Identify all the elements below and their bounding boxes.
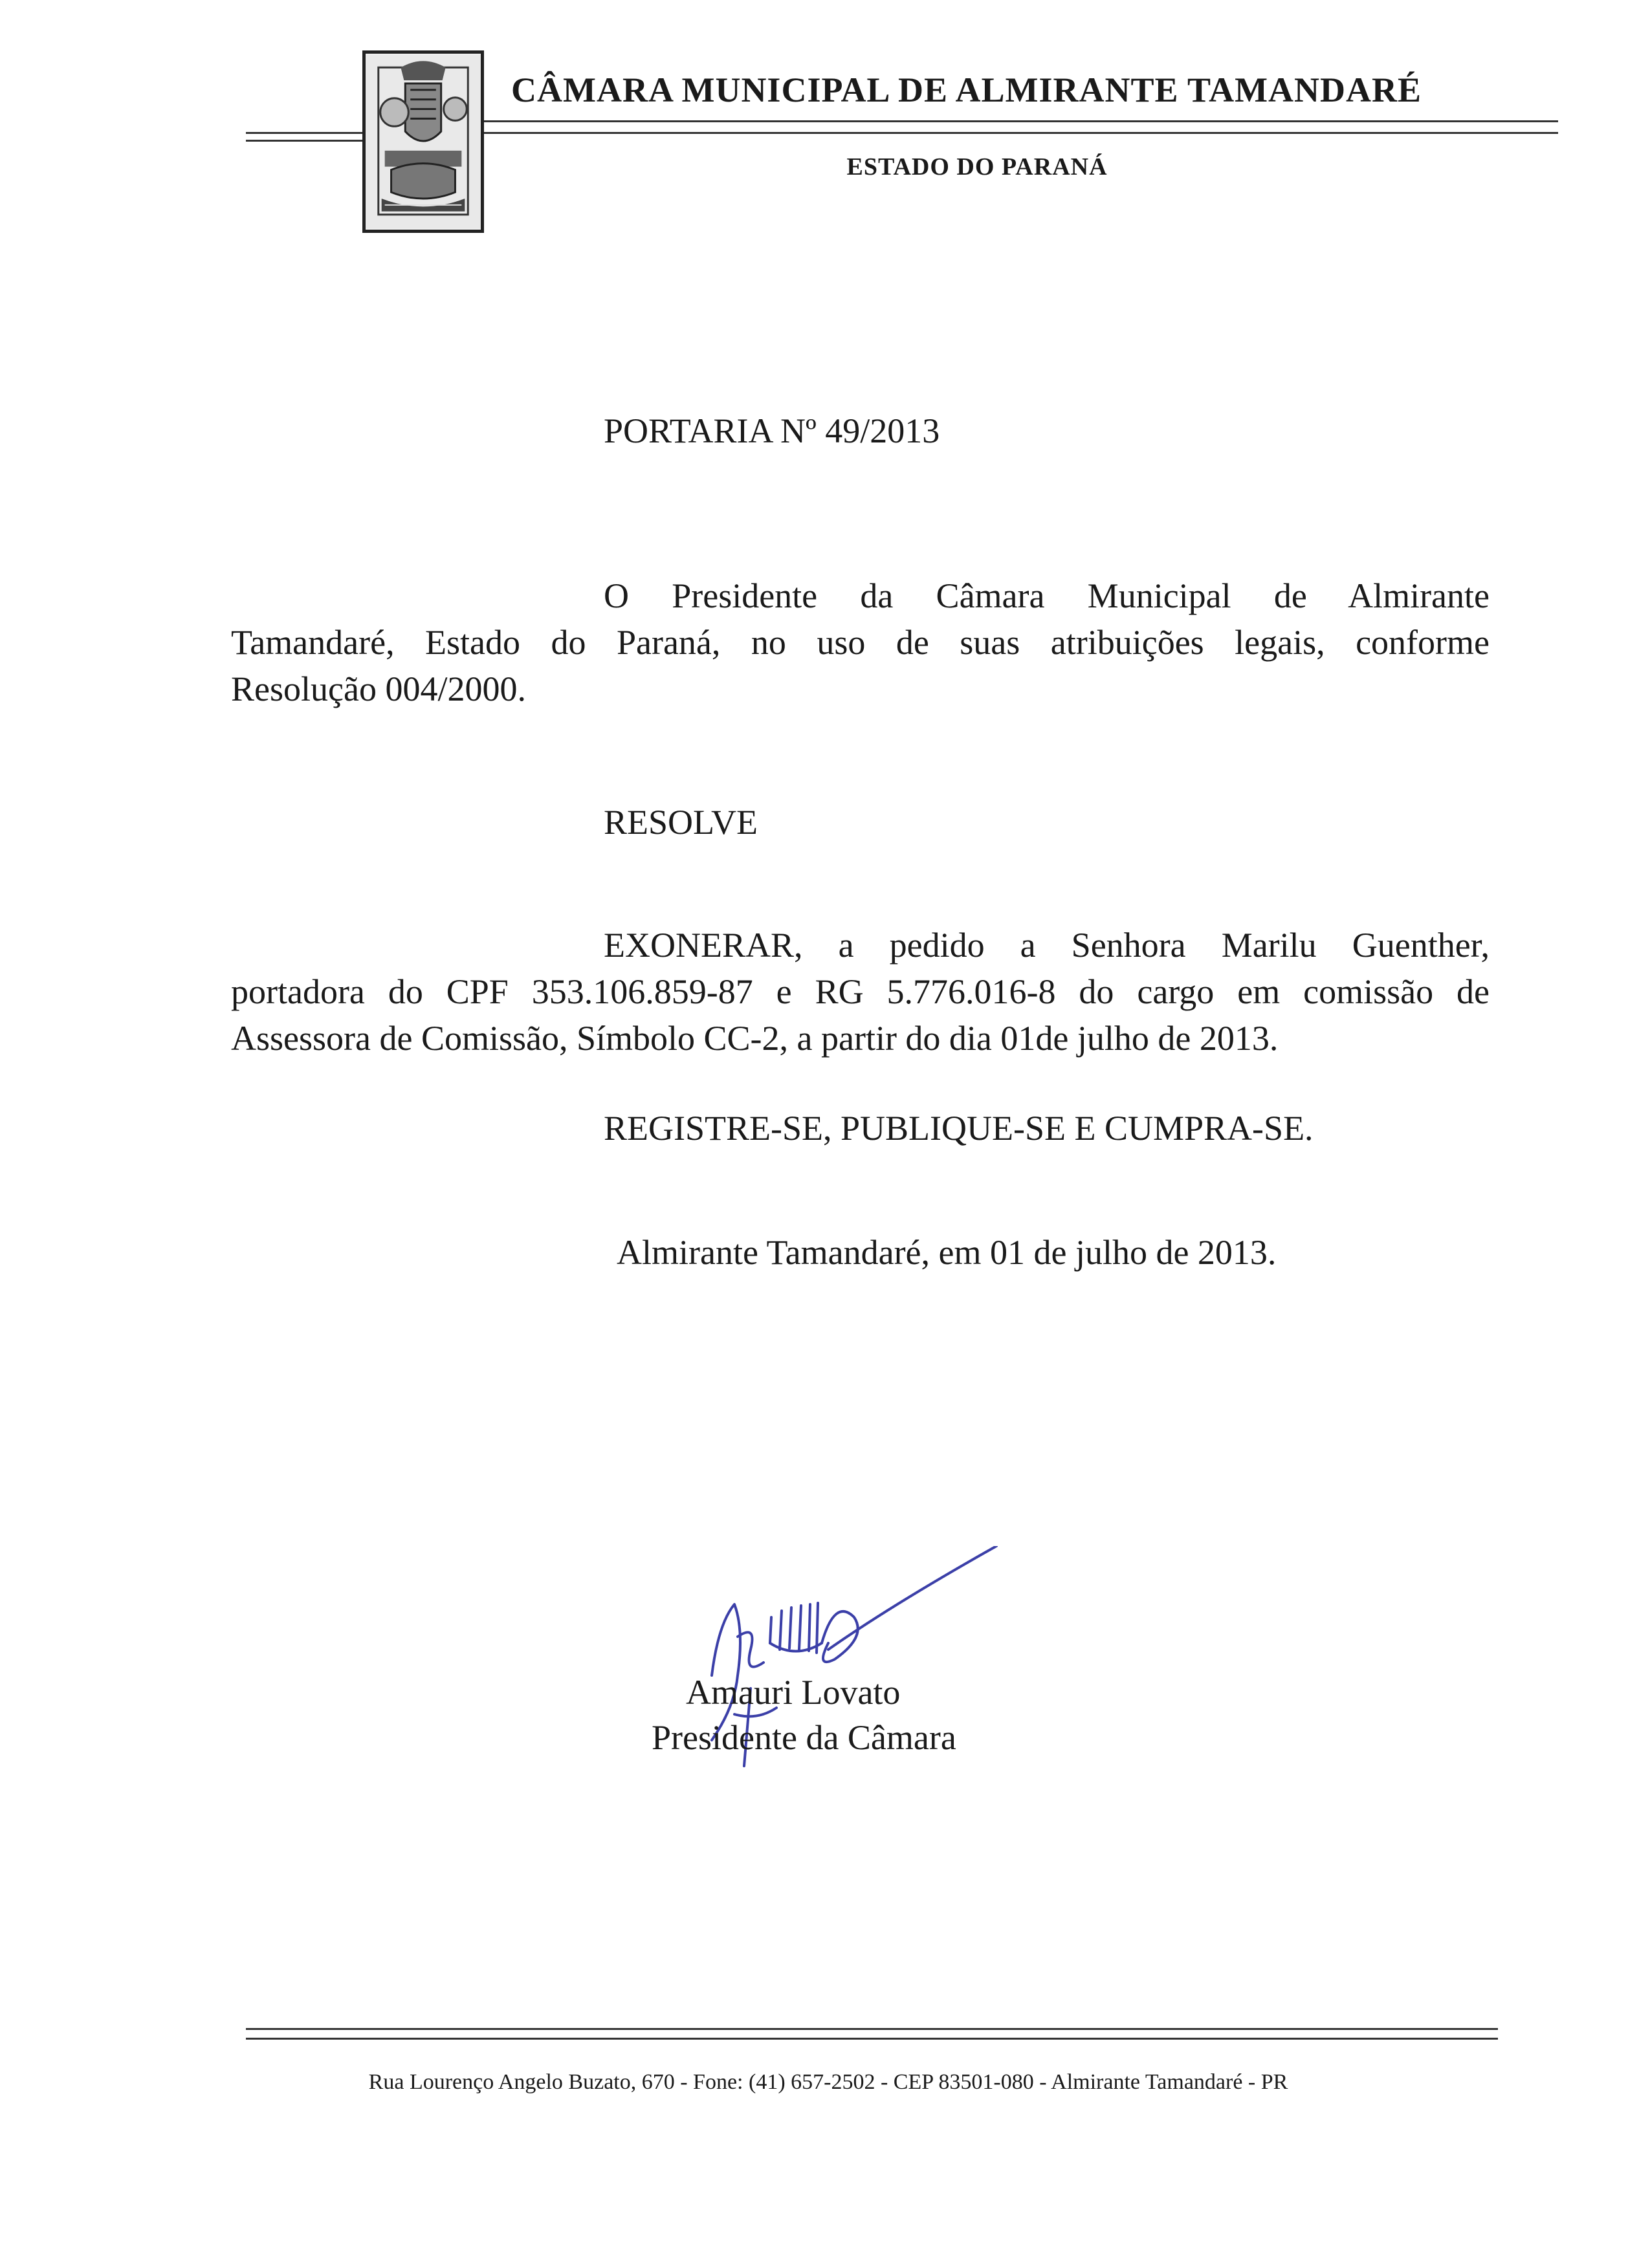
footer-rule-top — [246, 2028, 1498, 2030]
header-rule-right — [484, 120, 1558, 122]
decision-line: portadora do CPF 353.106.859-87 e RG 5.776.016-8 do cargo em comissão de — [231, 972, 1490, 1011]
header-rule-left — [246, 132, 362, 134]
intro-line: Resolução 004/2000. — [231, 670, 526, 708]
decision-line: EXONERAR, a pedido a Senhora Marilu Guenther, — [604, 926, 1490, 965]
closing-formula: REGISTRE-SE, PUBLIQUE-SE E CUMPRA-SE. — [604, 1109, 1314, 1148]
signer-name: Amauri Lovato — [686, 1673, 901, 1712]
footer-rule-bottom — [246, 2038, 1498, 2040]
resolve-heading: RESOLVE — [604, 803, 758, 842]
intro-line: O Presidente da Câmara Municipal de Almirante — [604, 576, 1490, 615]
intro-line: Tamandaré, Estado do Paraná, no uso de suas atribuições legais, conforme — [231, 623, 1490, 662]
footer-address: Rua Lourenço Angelo Buzato, 670 - Fone: (41) 657-2502 - CEP 83501-080 - Almirante Tamandaré - PR — [368, 2070, 1288, 2094]
decision-paragraph — [231, 922, 1490, 1062]
crest-graphic — [366, 54, 481, 230]
organization-name: CÂMARA MUNICIPAL DE ALMIRANTE TAMANDARÉ — [511, 71, 1422, 109]
intro-paragraph — [231, 572, 1490, 712]
decision-line: Assessora de Comissão, Símbolo CC-2, a partir do dia 01de julho de 2013. — [231, 1019, 1279, 1058]
coat-of-arms-icon — [362, 50, 484, 233]
signer-role: Presidente da Câmara — [652, 1718, 956, 1757]
header-rule-left-2 — [246, 140, 362, 142]
document-title: PORTARIA Nº 49/2013 — [604, 411, 940, 450]
place-and-date: Almirante Tamandaré, em 01 de julho de 2013. — [617, 1233, 1277, 1272]
header-rule-right-2 — [484, 132, 1558, 134]
state-name: ESTADO DO PARANÁ — [846, 153, 1108, 180]
